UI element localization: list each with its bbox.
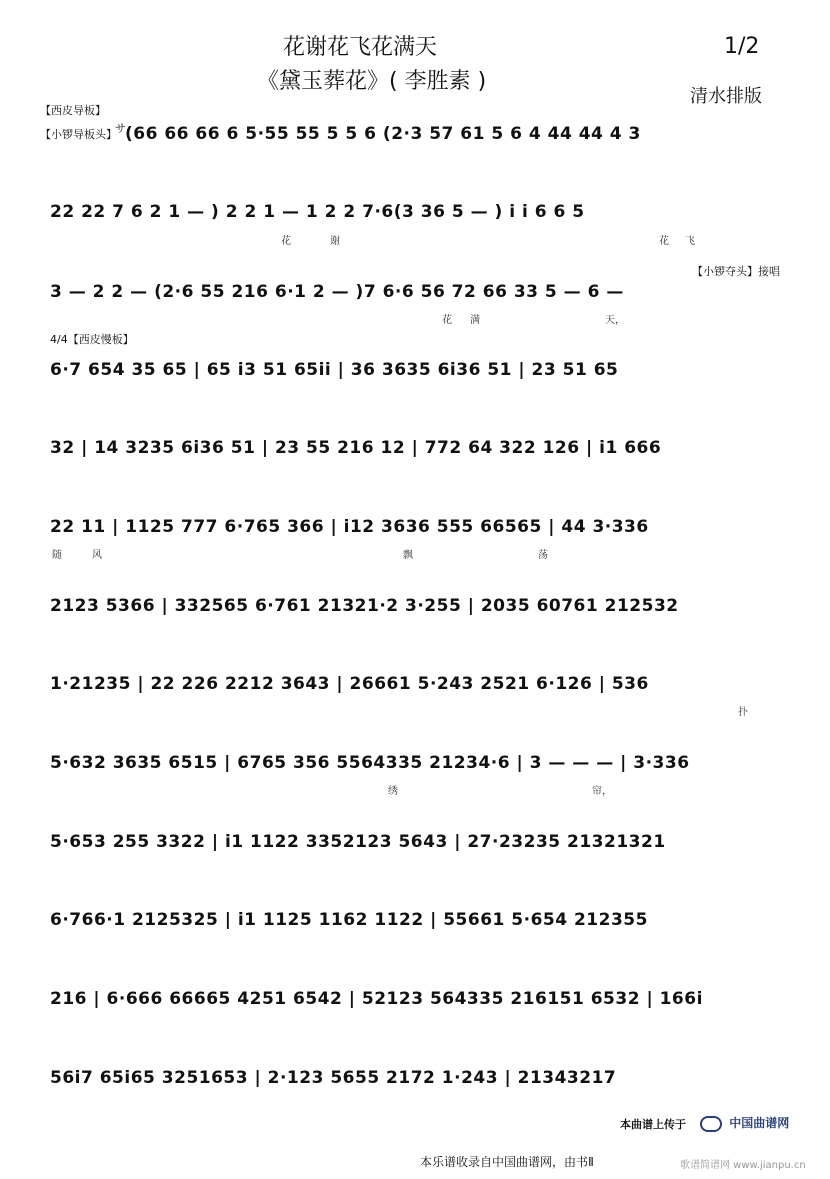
notation-row-7: 2123 5366 | 332565 6·761 21321·2 3·255 | 2035 60761 212532 <box>50 596 679 616</box>
lyric: 荡 <box>538 550 548 561</box>
notation-row-3: 3 — 2 2 — (2·6 55 216 6·1 2 — )7 6·6 56 72 66 33 5 — 6 — <box>50 282 624 302</box>
page-number: 1/2 <box>724 34 760 59</box>
logo-text: 中国曲谱网 <box>729 1116 790 1130</box>
label-daoban-tou: 【小锣导板头】 <box>40 128 117 141</box>
lyric: 谢 <box>330 236 340 247</box>
lyric: 风 <box>92 550 102 561</box>
lyric: 绣 <box>388 786 398 797</box>
notation-row-8: 1·21235 | 22 226 2212 3643 | 26661 5·243 2521 6·126 | 536 <box>50 674 649 694</box>
lyric: 花 <box>442 315 452 326</box>
lyric: 随 <box>52 550 62 561</box>
lyric: 飞 <box>685 236 695 247</box>
lyric: 花 <box>659 236 669 247</box>
logo-icon <box>700 1116 722 1132</box>
lyric: 满 <box>470 315 480 326</box>
lyric: 扑 <box>738 707 748 718</box>
notation-row-4: 6·7 654 35 65 | 65 i3 51 65ii | 36 3635 6i36 51 | 23 51 65 <box>50 360 619 380</box>
lyric: 帘， <box>592 786 612 797</box>
lyric: 天， <box>605 315 625 326</box>
lyric: 花 <box>281 236 291 247</box>
label-sa: サ <box>115 122 126 135</box>
site-logo <box>700 1114 789 1132</box>
label-manban: 4/4【西皮慢板】 <box>50 333 134 346</box>
watermark: 歌谱简谱网 www.jianpu.cn <box>680 1160 806 1171</box>
notation-row-12: 216 | 6·666 66665 4251 6542 | 52123 564335 216151 6532 | 166i <box>50 989 703 1009</box>
notation-row-11: 6·766·1 2125325 | i1 1125 1162 1122 | 55661 5·654 212355 <box>50 910 648 930</box>
song-subtitle: 《黛玉葬花》( 李胜素 ) <box>257 69 487 94</box>
notation-row-10: 5·653 255 3322 | i1 1122 3352123 5643 | 27·23235 21321321 <box>50 832 666 852</box>
notation-row-2: 22 22 7 6 2 1 — ) 2 2 1 — 1 2 2 7·6(3 36 5 — ) i i 6 6 5 <box>50 202 585 222</box>
source-note: 本乐谱收录自中国曲谱网，由书Ⅱ <box>420 1155 594 1169</box>
song-title: 花谢花飞花满天 <box>283 35 438 60</box>
notation-row-5: 32 | 14 3235 6i36 51 | 23 55 216 12 | 772 64 322 126 | i1 666 <box>50 438 662 458</box>
notation-row-13: 56i7 65i65 3251653 | 2·123 5655 2172 1·243 | 21343217 <box>50 1068 617 1088</box>
upload-note: 本曲谱上传于 <box>620 1118 686 1131</box>
arranger-label: 清水排版 <box>690 86 762 107</box>
lyric: 飘 <box>403 550 413 561</box>
notation-row-1: (66 66 66 6 5·55 55 5 5 6 (2·3 57 61 5 6 4 44 44 4 3 <box>125 124 641 144</box>
notation-row-6: 22 11 | 1125 777 6·765 366 | i12 3636 555 66565 | 44 3·336 <box>50 517 649 537</box>
notation-row-9: 5·632 3635 6515 | 6765 356 5564335 21234·6 | 3 — — — | 3·336 <box>50 753 690 773</box>
label-xipi-daoban: 【西皮导板】 <box>40 104 106 117</box>
label-duotou: 【小锣夺头】接唱 <box>692 265 780 278</box>
